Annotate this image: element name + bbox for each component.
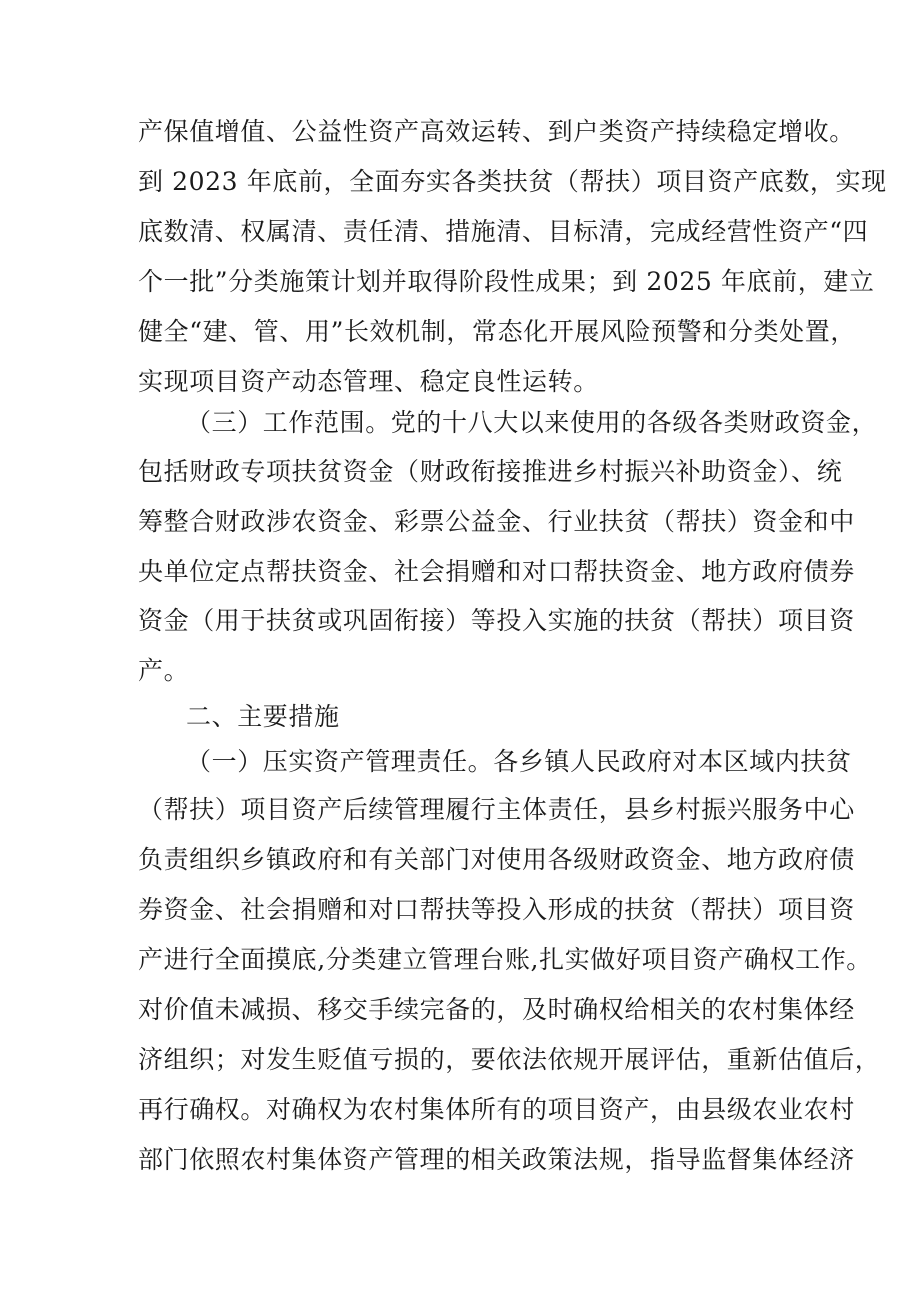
text-line: 产进行全面摸底,分类建立管理台账,扎实做好项目资产确权工作。 [138, 945, 872, 974]
text-line: 产。 [138, 656, 190, 685]
text-line: 健全“建、管、用”长效机制，常态化开展风险预警和分类处置， [138, 317, 856, 346]
text-line: 产保值增值、公益性资产高效运转、到户类资产持续稳定增收。 [138, 117, 855, 146]
text-line: 资金（用于扶贫或巩固衔接）等投入实施的扶贫（帮扶）项目资 [138, 606, 855, 635]
text-line: 部门依照农村集体资产管理的相关政策法规，指导监督集体经济 [138, 1145, 855, 1174]
text-line: 对价值未减损、移交手续完备的，及时确权给相关的农村集体经 [138, 995, 855, 1024]
text-line: 央单位定点帮扶资金、社会捐赠和对口帮扶资金、地方政府债券 [138, 557, 855, 586]
text-line: 券资金、社会捐赠和对口帮扶等投入形成的扶贫（帮扶）项目资 [138, 895, 855, 924]
text-line: 到 2023 年底前，全面夯实各类扶贫（帮扶）项目资产底数，实现 [138, 167, 887, 196]
text-line: 包括财政专项扶贫资金（财政衔接推进乡村振兴补助资金）、统 [138, 457, 843, 486]
section-heading: 二、主要措施 [186, 702, 340, 731]
text-line: 底数清、权属清、责任清、措施清、目标清，完成经营性资产“四 [138, 217, 869, 246]
paragraph-heading-scope: （三）工作范围。党的十八大以来使用的各级各类财政资金， [186, 408, 878, 437]
text-line: 个一批”分类施策计划并取得阶段性成果；到 2025 年底前，建立 [138, 267, 875, 296]
text-line: 再行确权。对确权为农村集体所有的项目资产，由县级农业农村 [138, 1095, 855, 1124]
paragraph-heading-responsibility: （一）压实资产管理责任。各乡镇人民政府对本区域内扶贫 [186, 747, 852, 776]
text-line: 负责组织乡镇政府和有关部门对使用各级财政资金、地方政府债 [138, 845, 855, 874]
text-line: 济组织；对发生贬值亏损的，要依法依规开展评估，重新估值后， [138, 1045, 881, 1074]
text-line: 实现项目资产动态管理、稳定良性运转。 [138, 367, 599, 396]
text-line: 筹整合财政涉农资金、彩票公益金、行业扶贫（帮扶）资金和中 [138, 507, 855, 536]
text-line: （帮扶）项目资产后续管理履行主体责任，县乡村振兴服务中心 [138, 795, 855, 824]
